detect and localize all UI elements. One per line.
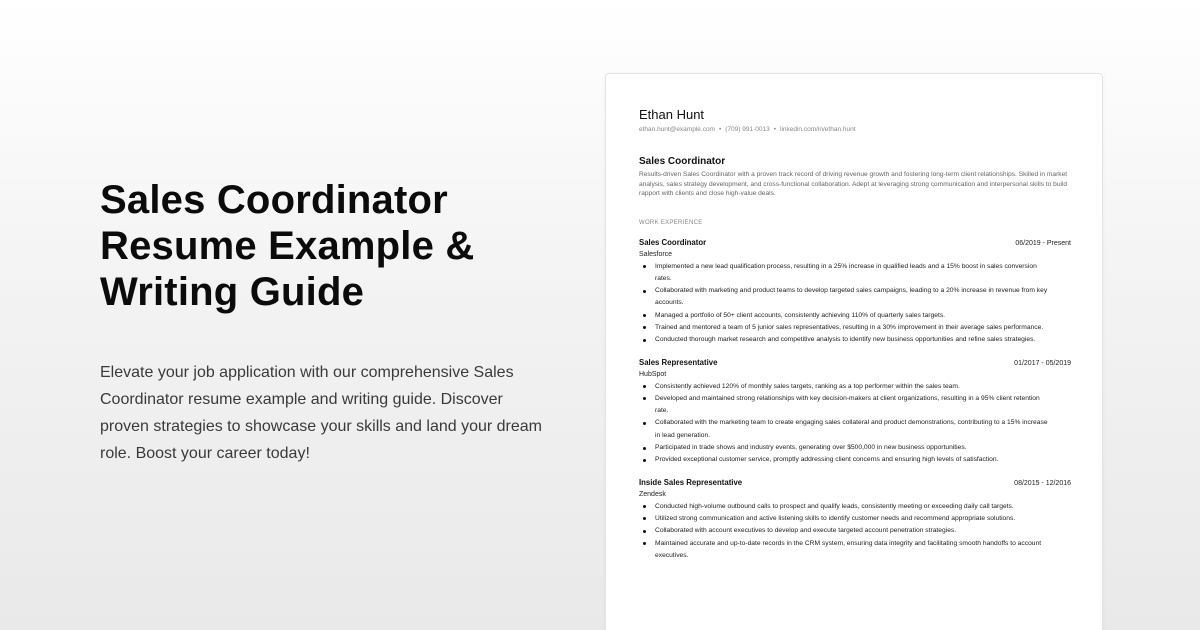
job-bullet: Utilized strong communication and active listening skills to identify customer needs and recommend appropriate solutions.: [639, 513, 1054, 525]
page-title-line: Writing Guide: [100, 270, 365, 314]
page-title-line: Resume Example &: [100, 224, 475, 268]
job-header: [639, 477, 1071, 489]
job-entry: [639, 357, 1069, 467]
job-bullet: Managed a portfolio of 50+ client accounts, consistently achieving 110% of quarterly sales targets.: [639, 310, 1054, 322]
job-title: Sales Representative: [639, 357, 718, 367]
hero-section: [100, 177, 560, 467]
job-bullet: Developed and maintained strong relationships with key decision-makers at client organizations, resulting in a 95% client retention rate.: [639, 393, 1054, 418]
job-title: Inside Sales Representative: [639, 477, 743, 487]
job-bullet: Provided exceptional customer service, promptly addressing client concerns and ensuring high levels of satisfaction.: [639, 454, 1054, 466]
job-bullet: Conducted thorough market research and competitive analysis to identify new business opportunities and refine sales strategies.: [639, 334, 1054, 346]
resume-preview: [605, 73, 1103, 630]
job-bullet-list: [639, 381, 1069, 467]
work-experience-list: [639, 237, 1069, 563]
job-company: Salesforce: [639, 250, 673, 258]
contact-separator: •: [718, 126, 722, 133]
job-header: [639, 357, 1071, 369]
job-dates: 01/2017 - 05/2019: [1014, 359, 1071, 367]
job-entry: [639, 477, 1069, 562]
job-bullet: Maintained accurate and up-to-date records in the CRM system, ensuring data integrity and facilitating smooth handoffs to account executives.: [639, 538, 1054, 563]
job-bullet: Trained and mentored a team of 5 junior sales representatives, resulting in a 30% improvement in their average sales performance.: [639, 322, 1054, 334]
section-heading-work: WORK EXPERIENCE: [639, 219, 703, 226]
resume-name: Ethan Hunt: [639, 107, 705, 122]
job-header: [639, 237, 1071, 249]
intro-paragraph: Elevate your job application with our comprehensive Sales Coordinator resume example and writing guide. Discover proven strategies to showcase your skills and land your dream role. Boost your career today!: [100, 364, 542, 462]
page-title: [100, 177, 560, 315]
resume-linkedin: linkedin.com/in/ethan.hunt: [780, 126, 856, 133]
job-company: HubSpot: [639, 370, 667, 378]
page-title-line: Sales Coordinator: [100, 178, 448, 222]
job-title: Sales Coordinator: [639, 237, 707, 247]
resume-contact: [639, 125, 1069, 134]
job-bullet: Collaborated with the marketing team to create engaging sales collateral and product demonstrations, contributing to a 15% increase in lead generation.: [639, 417, 1054, 442]
job-bullet-list: [639, 261, 1069, 347]
job-bullet: Conducted high-volume outbound calls to prospect and qualify leads, consistently meeting or exceeding daily call targets.: [639, 501, 1054, 513]
job-bullet: Consistently achieved 120% of monthly sales targets, ranking as a top performer within the sales team.: [639, 381, 1054, 393]
job-bullet: Implemented a new lead qualification process, resulting in a 25% increase in qualified leads and a 15% boost in sales conversion rates.: [639, 261, 1054, 286]
resume-email: ethan.hunt@example.com: [639, 126, 715, 133]
job-bullet-list: [639, 501, 1069, 562]
job-bullet: Collaborated with account executives to develop and execute targeted account penetration strategies.: [639, 525, 1054, 537]
resume-summary: Results-driven Sales Coordinator with a proven track record of driving revenue growth and fostering long-term client relationships. Skilled in market analysis, sales strategy development, and cross-functional collaboration. Adept at leveraging strong communication and interpersonal skills to build rapport with clients and close high-value deals.: [639, 171, 1068, 197]
job-bullet: Collaborated with marketing and product teams to develop targeted sales campaigns, leading to a 20% increase in revenue from key accounts.: [639, 285, 1054, 310]
job-dates: 08/2015 - 12/2016: [1014, 479, 1071, 487]
job-company: Zendesk: [639, 490, 666, 498]
contact-separator: •: [773, 126, 776, 133]
resume-phone: (709) 991-0013: [725, 126, 770, 133]
job-entry: [639, 237, 1069, 347]
job-dates: 06/2019 - Present: [1015, 239, 1071, 247]
resume-title: Sales Coordinator: [639, 156, 726, 167]
job-bullet: Participated in trade shows and industry events, generating over $500,000 in new business opportunities.: [639, 442, 1054, 454]
